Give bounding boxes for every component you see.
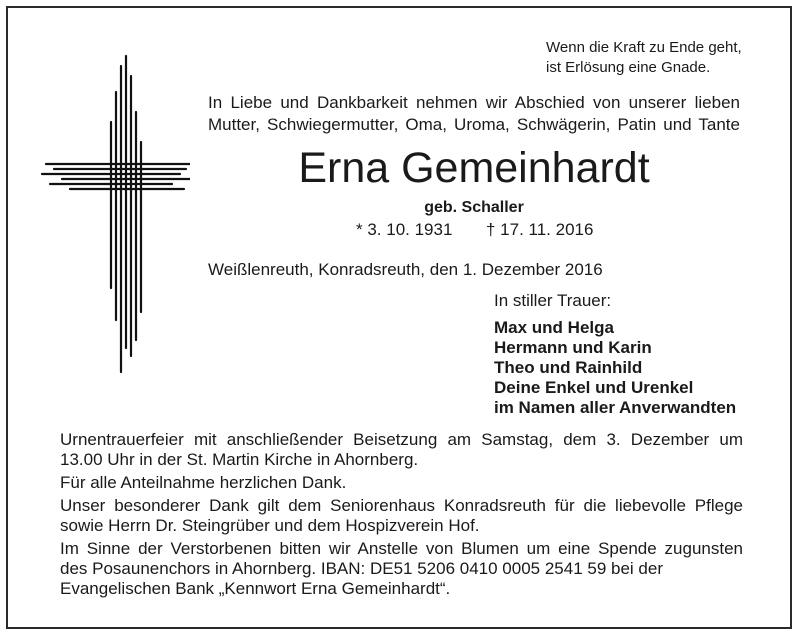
birth-date: * 3. 10. 1931 [356,220,453,239]
motto [546,38,756,78]
service-line-2: 13.00 Uhr in der St. Martin Kirche in Ahornberg. [60,450,419,469]
special-thanks-notice [60,496,743,536]
service-line-1: Urnentrauerfeier mit anschließender Beisetzung am Samstag, dem 3. Dezember um [60,430,743,449]
donation-line-2: des Posaunenchors in Ahornberg. IBAN: DE51 5206 0410 0005 2541 59 bei der [60,559,663,578]
motto-line-1: Wenn die Kraft zu Ende geht, [546,39,742,56]
mourner-item: Max und Helga [494,318,614,337]
deceased-name: Erna Gemeinhardt [298,144,650,192]
notices [60,430,743,602]
cross-icon [40,52,190,382]
thanks-notice: Für alle Anteilnahme herzlichen Dank. [60,473,347,492]
death-date: † 17. 11. 2016 [486,220,594,239]
special-line-1: Unser besonderer Dank gilt dem Seniorenhaus Konradsreuth für die liebevolle Pflege [60,496,743,515]
intro-text [208,92,740,136]
maiden-name: geb. Schaller [424,199,524,216]
donation-notice [60,539,743,599]
intro-line-2: Mutter, Schwiegermutter, Oma, Uroma, Schwägerin, Patin und Tante [208,115,740,134]
mourner-item: Theo und Rainhild [494,358,643,377]
mourner-item: im Namen aller Anverwandten [494,398,737,417]
mourner-item: Hermann und Karin [494,338,652,357]
mourners-label: In stiller Trauer: [494,291,612,310]
special-line-2: sowie Herrn Dr. Steingrüber und dem Hospizverein Hof. [60,516,480,535]
service-notice [60,430,743,470]
mourner-item: Deine Enkel und Urenkel [494,378,694,397]
donation-line-1: Im Sinne der Verstorbenen bitten wir Anstelle von Blumen um eine Spende zugunsten [60,539,743,558]
intro-line-1: In Liebe und Dankbarkeit nehmen wir Abschied von unserer lieben [208,93,740,112]
motto-line-2: ist Erlösung eine Gnade. [546,59,711,76]
place-date: Weißlenreuth, Konradsreuth, den 1. Dezember 2016 [208,260,603,279]
donation-line-3: Evangelischen Bank „Kennwort Erna Gemeinhardt“. [60,579,451,598]
mourners-list [494,318,736,418]
